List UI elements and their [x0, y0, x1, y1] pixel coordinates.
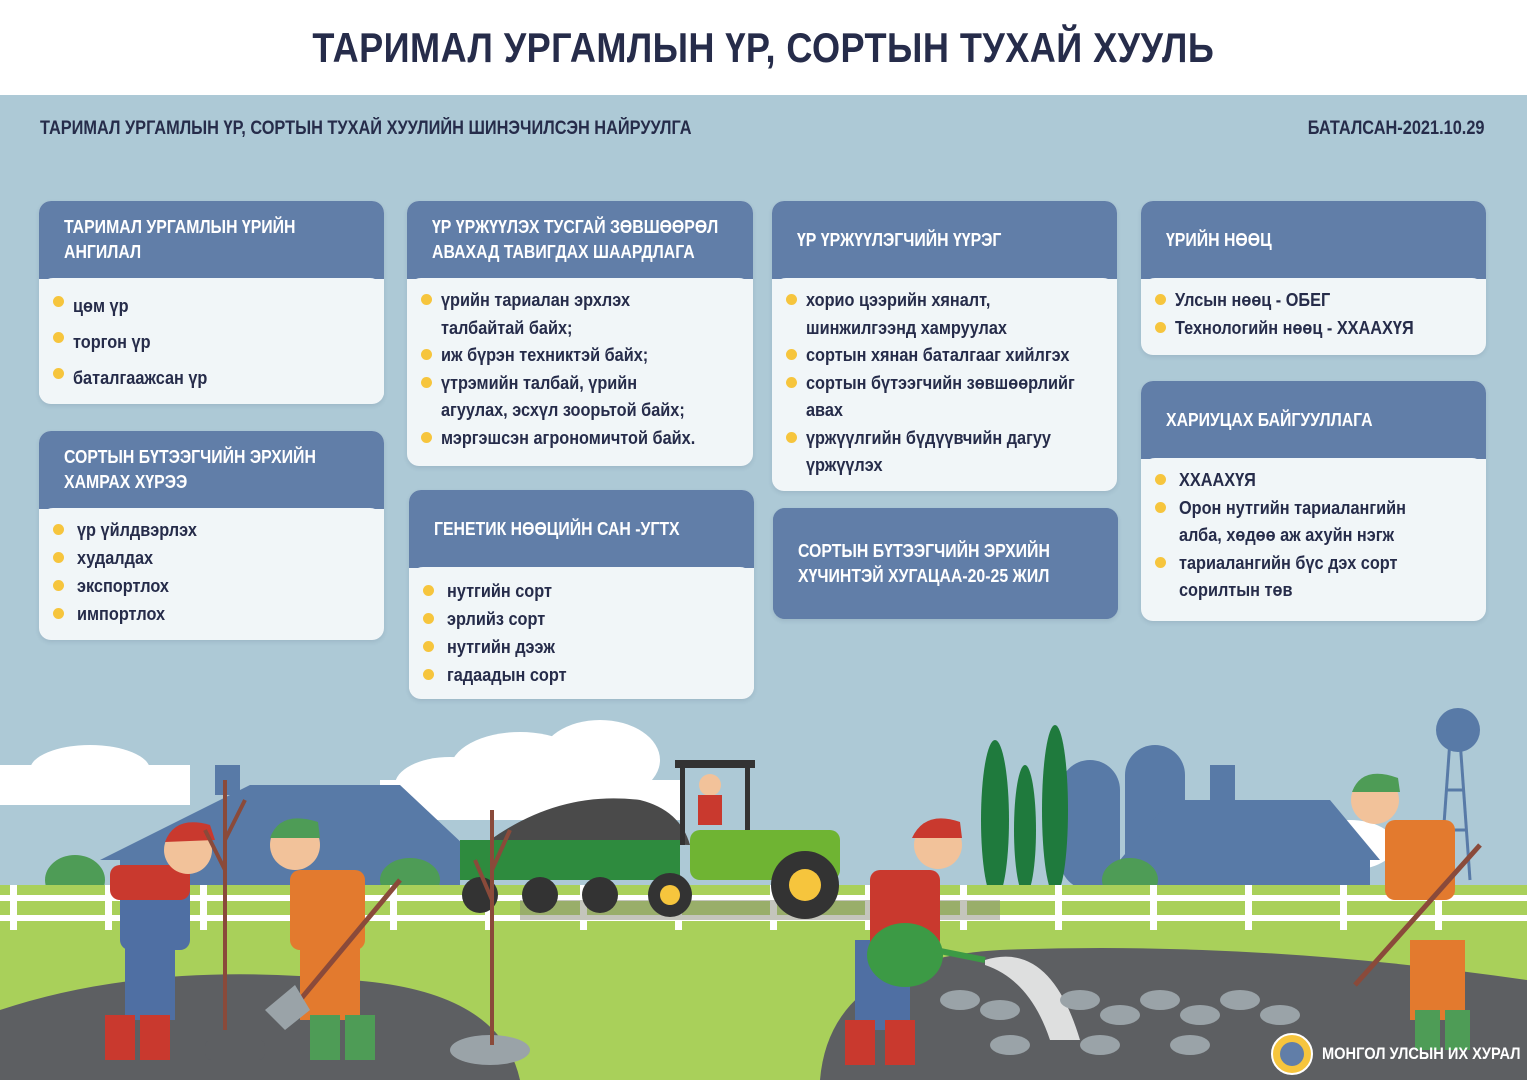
windmill-head [1436, 708, 1480, 752]
list-item: экспортлох [39, 572, 384, 600]
list-item: Улсын нөөц - ОБЕГ [1141, 286, 1486, 314]
cypress-trees [981, 725, 1068, 900]
card-body [39, 278, 384, 396]
card-body [409, 567, 754, 689]
list-item: Орон нутгийн тариалангийн алба, хөдөө аж ахуйн нэгж [1141, 494, 1486, 549]
card-body [772, 278, 1117, 479]
list-item: цөм үр [39, 288, 384, 324]
list-item: сортын бүтээгчийн зөвшөөрлийг авах [772, 369, 1117, 424]
list-item: гадаадын сорт [409, 661, 754, 689]
list-item: худалдах [39, 544, 384, 572]
card-header [1141, 381, 1486, 459]
list-item: баталгаажсан үр [39, 360, 384, 396]
card-title-line: ҮРИЙН НӨӨЦ [1166, 229, 1272, 250]
list-item: нутгийн дээж [409, 633, 754, 661]
card-title-line: АВАХАД ТАВИГДАХ ШААРДЛАГА [432, 242, 695, 262]
card-header [772, 201, 1117, 279]
card-genetic-fund [409, 490, 754, 699]
list-item: торгон үр [39, 324, 384, 360]
card-body [1141, 278, 1486, 341]
card-seed-classification [39, 201, 384, 404]
list-item: үтрэмийн талбай, үрийн агуулах, эсхүл зоорьтой байх; [407, 369, 753, 424]
card-rights-term [773, 508, 1118, 619]
approval-date: БАТАЛСАН-2021.10.29 [1308, 118, 1485, 139]
card-title-line: СОРТЫН БҮТЭЭГЧИЙН ЭРХИЙН [798, 540, 1050, 561]
list-item: үр үйлдвэрлэх [39, 516, 384, 544]
logo-text: МОНГОЛ УЛСЫН ИХ ХУРАЛ [1322, 1044, 1521, 1063]
list-item: тариалангийн бүс дэх сорт сорилтын төв [1141, 549, 1486, 604]
card-title-line: ҮР ҮРЖҮҮЛЭГЧИЙН ҮҮРЭГ [797, 229, 1002, 250]
card-header [1141, 201, 1486, 279]
list-item: үржүүлгийн бүдүүвчийн дагуу үржүүлэх [772, 424, 1117, 479]
card-rights-scope [39, 431, 384, 640]
fence-post [1150, 885, 1157, 930]
list-item: Технологийн нөөц - ХХААХҮЯ [1141, 314, 1486, 342]
list-item: үрийн тариалан эрхлэх талбайтай байх; [407, 286, 753, 341]
list-item: мэргэшсэн агрономичтой байх. [407, 424, 753, 452]
card-body [407, 278, 753, 451]
list-item: сортын хянан баталгааг хийлгэх [772, 341, 1117, 369]
card-header [773, 508, 1118, 619]
card-header [39, 431, 384, 509]
list-item: иж бүрэн техниктэй байх; [407, 341, 753, 369]
card-responsible-org [1141, 381, 1486, 621]
card-body [39, 508, 384, 628]
card-title-line: ГЕНЕТИК НӨӨЦИЙН САН -УГТХ [434, 518, 680, 539]
card-body [1141, 458, 1486, 604]
card-title-line: АНГИЛАЛ [64, 242, 142, 262]
list-item: импортлох [39, 600, 384, 628]
fence-post [1245, 885, 1252, 930]
card-breeder-duty [772, 201, 1117, 491]
list-item: эрлийз сорт [409, 605, 754, 633]
card-title-line: СОРТЫН БҮТЭЭГЧИЙН ЭРХИЙН [64, 447, 316, 467]
card-header [39, 201, 384, 279]
card-title-line: ХҮЧИНТЭЙ ХУГАЦАА-20-25 ЖИЛ [798, 565, 1050, 586]
card-title-line: ХАМРАХ ХҮРЭЭ [64, 472, 188, 492]
card-license-requirements [407, 201, 753, 466]
fence-post [1340, 885, 1347, 930]
list-item: ХХААХҮЯ [1141, 466, 1486, 494]
page-title: ТАРИМАЛ УРГАМЛЫН ҮР, СОРТЫН ТУХАЙ ХУУЛЬ [312, 23, 1215, 71]
card-title-line: ҮР ҮРЖҮҮЛЭХ ТУСГАЙ ЗӨВШӨӨРӨЛ [432, 217, 719, 237]
fence-post [1055, 885, 1062, 930]
list-item: нутгийн сорт [409, 577, 754, 605]
fence-post [200, 885, 207, 930]
card-header [407, 201, 753, 279]
card-title-line: ТАРИМАЛ УРГАМЛЫН ҮРИЙН [64, 217, 296, 237]
list-item: хорио цээрийн хяналт, шинжилгээнд хамруулах [772, 286, 1117, 341]
card-seed-reserve [1141, 201, 1486, 355]
page-subtitle: ТАРИМАЛ УРГАМЛЫН ҮР, СОРТЫН ТУХАЙ ХУУЛИЙН ШИНЭЧИЛСЭН НАЙРУУЛГА [40, 118, 692, 139]
card-title-line: ХАРИУЦАХ БАЙГУУЛЛАГА [1166, 409, 1373, 430]
card-header [409, 490, 754, 568]
fence-post [10, 885, 17, 930]
